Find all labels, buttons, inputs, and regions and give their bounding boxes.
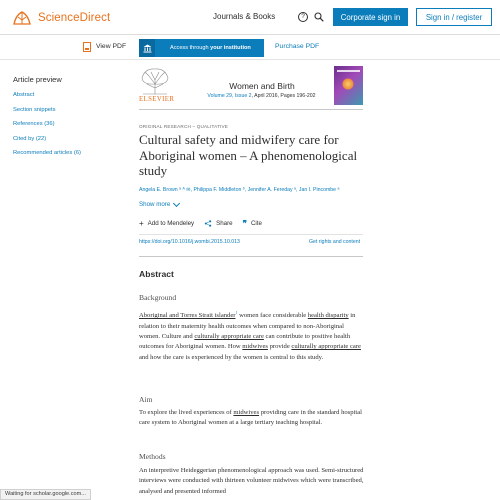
- top-header: [0, 0, 500, 35]
- background-text-1: women face considerable: [237, 312, 308, 320]
- aim-heading: Aim: [139, 395, 153, 404]
- culturally-appropriate-care-link-2[interactable]: culturally appropriate care: [291, 343, 361, 351]
- article-type: ORIGINAL RESEARCH – QUALITATIVE: [139, 124, 229, 129]
- aim-text-2: providing care in the standard hospital care system to Aboriginal women at a large tertiary teaching hospital.: [139, 409, 362, 427]
- background-text-4: provide: [267, 343, 292, 351]
- article-title: Cultural safety and midwifery care for Aboriginal women – A phenomenological study: [139, 132, 358, 178]
- background-paragraph: [139, 308, 365, 363]
- midwives-link[interactable]: midwives: [242, 343, 268, 351]
- access-institution-button[interactable]: [139, 39, 264, 57]
- purchase-pdf-link[interactable]: Purchase PDF: [275, 43, 320, 50]
- help-icon[interactable]: ?: [298, 12, 308, 22]
- institution-icon: [139, 39, 155, 57]
- chevron-down-icon: [173, 199, 180, 206]
- share-icon: [204, 220, 212, 227]
- health-disparity-link[interactable]: health disparity: [307, 312, 349, 320]
- sidebar-item-section-snippets[interactable]: Section snippets: [13, 106, 56, 113]
- article-outline-sidebar: [13, 75, 123, 165]
- article-actions: [139, 219, 272, 228]
- journal-header: [139, 66, 363, 110]
- elsevier-tree-logo[interactable]: [139, 66, 171, 96]
- search-icon[interactable]: [314, 12, 324, 22]
- aim-text-1: To explore the lived experiences of: [139, 409, 234, 416]
- volume-link[interactable]: Volume 29, Issue 2: [207, 93, 252, 99]
- journals-books-link[interactable]: Journals & Books: [213, 12, 276, 21]
- add-mendeley-label: Add to Mendeley: [147, 220, 195, 227]
- volume-details: , April 2016, Pages 196-202: [251, 93, 316, 99]
- view-pdf-link[interactable]: View PDF: [96, 43, 127, 50]
- divider: [139, 234, 363, 235]
- journal-volume: [199, 93, 324, 99]
- background-heading: Background: [139, 293, 177, 302]
- author-list[interactable]: Angela E. Brown ᵃ ᴬ ✉, Philippa F. Middleton ᵇ, Jennifer A. Fereday ᵃ, Jan I. Pincombe ᵃ: [139, 187, 340, 193]
- methods-paragraph: An interpretive Heideggerian phenomenological approach was used. Semi-structured interviews were conducted with thirteen volunteer midwives which were transcribed, analysed and presented informed: [139, 467, 364, 495]
- plus-icon: +: [139, 219, 144, 228]
- sidebar-item-references[interactable]: References (36): [13, 121, 55, 127]
- corporate-signin-button[interactable]: Corporate sign in: [333, 8, 408, 26]
- signin-register-button[interactable]: Sign in / register: [416, 8, 492, 26]
- article-toolbar: [0, 35, 500, 60]
- browser-status-bar: Waiting for scholar.google.com...: [0, 489, 91, 500]
- access-prefix: Access through: [170, 45, 209, 51]
- show-more-button[interactable]: [139, 201, 179, 208]
- sidebar-item-recommended[interactable]: Recommended articles (6): [13, 150, 81, 156]
- doi-link[interactable]: https://doi.org/10.1016/j.wombi.2015.10.013: [139, 239, 240, 245]
- sciencedirect-logo[interactable]: [12, 9, 110, 26]
- elsevier-logo-icon: [12, 9, 32, 26]
- divider: [139, 256, 363, 257]
- share-label: Share: [216, 220, 233, 227]
- abstract-heading: Abstract: [139, 269, 174, 279]
- rights-link[interactable]: Get rights and content: [309, 239, 361, 245]
- journal-title[interactable]: Women and Birth: [229, 81, 295, 91]
- footnote-1[interactable]: 1: [235, 310, 238, 315]
- methods-heading: Methods: [139, 452, 166, 461]
- aim-paragraph: [139, 408, 365, 429]
- aboriginal-link[interactable]: Aboriginal and Torres Strait islander: [139, 312, 236, 320]
- cite-label: Cite: [250, 220, 262, 227]
- journal-cover-image[interactable]: [334, 66, 363, 105]
- background-text-5: and how the care is experienced by the women is central to this study.: [139, 353, 324, 361]
- publisher-name: ELSEVIER: [139, 96, 175, 103]
- culturally-appropriate-care-link[interactable]: culturally appropriate care: [194, 333, 264, 340]
- sidebar-item-abstract[interactable]: Abstract: [13, 92, 35, 98]
- background-text-3: can contribute to positive health outcomes for Aboriginal women. How: [139, 333, 351, 351]
- aim-midwives-link[interactable]: midwives: [233, 409, 260, 416]
- sidebar-item-cited-by[interactable]: Cited by (22): [13, 135, 47, 142]
- share-button[interactable]: [204, 220, 233, 227]
- brand-name: ScienceDirect: [38, 11, 111, 24]
- access-institution: your institution: [210, 45, 251, 51]
- add-to-mendeley-button[interactable]: [139, 219, 194, 228]
- quote-icon: ❞: [242, 219, 247, 228]
- pdf-icon: [83, 42, 91, 52]
- cite-button[interactable]: [243, 219, 262, 228]
- sidebar-title: Article preview: [13, 75, 62, 84]
- show-more-label: Show more: [139, 201, 171, 208]
- background-text-2: in relation to their maternity health outcomes when compared to non-Aboriginal women. Culture and: [139, 312, 356, 340]
